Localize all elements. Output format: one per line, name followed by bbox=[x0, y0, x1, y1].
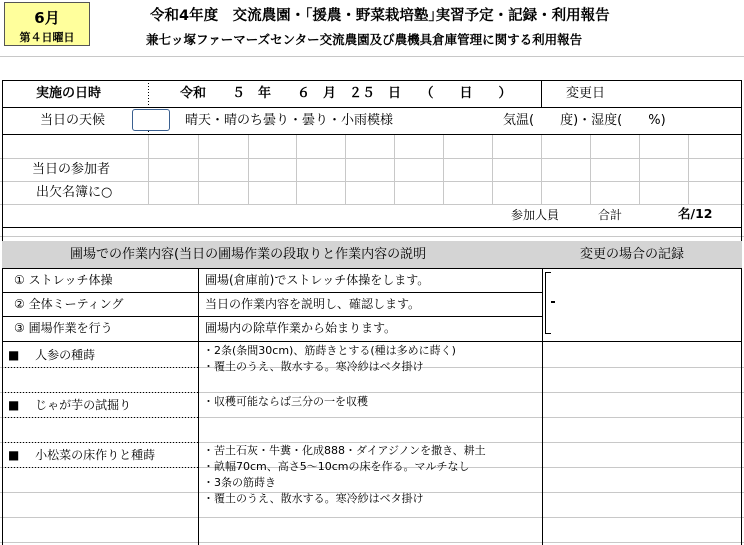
change-record-tick bbox=[551, 301, 555, 303]
change-date-label: 変更日 bbox=[566, 86, 606, 101]
total-label: 合計 bbox=[598, 208, 623, 222]
date-value: 令和 ５ 年 ６ 月 ２５ 日 （ 日 ） bbox=[180, 86, 512, 101]
task-line: ・収穫可能ならば三分の一を収穫 bbox=[203, 395, 368, 408]
total-value: 名/12 bbox=[678, 206, 713, 221]
change-record-bracket bbox=[545, 272, 551, 334]
document-title: 令和4年度 交流農園・｢援農・野菜栽培塾｣実習予定・記録・利用報告 bbox=[150, 8, 610, 24]
task-line: ・苦土石灰・牛糞・化成888・ダイアジノンを撒き、耕土 bbox=[203, 444, 486, 457]
task-line: ・3条の筋蒔き bbox=[203, 476, 276, 489]
weather-input[interactable] bbox=[132, 109, 170, 131]
task-line: ・畝幅70cm、高さ5～10cmの床を作る。マルチなし bbox=[203, 460, 470, 473]
task-line: ・2条(条間30cm)、筋蒔きとする(種は多めに蒔く) bbox=[203, 344, 456, 357]
step-description: 当日の作業内容を説明し、確認します。 bbox=[205, 297, 421, 311]
week-label: 第４日曜日 bbox=[19, 31, 75, 44]
task-label: ■ 小松菜の床作りと種蒔 bbox=[8, 448, 156, 462]
participant-count-label: 参加人員 bbox=[511, 208, 560, 222]
step-label: ① ストレッチ体操 bbox=[14, 273, 113, 287]
task-label: ■ じゃが芋の試掘り bbox=[8, 398, 132, 412]
task-line: ・覆土のうえ、散水する。寒冷紗はベタ掛け bbox=[203, 492, 424, 505]
date-label: 実施の日時 bbox=[36, 86, 102, 101]
step-description: 圃場内の除草作業から始まります。 bbox=[205, 321, 397, 335]
month-badge bbox=[4, 2, 90, 46]
document-subtitle: 兼七ッ塚ファーマーズセンター交流農園及び農機具倉庫管理に関する利用報告 bbox=[146, 32, 583, 47]
work-content-header: 圃場での作業内容(当日の圃場作業の段取りと作業内容の説明 bbox=[70, 247, 427, 262]
attendance-label: 出欠名簿に○ bbox=[36, 185, 113, 200]
step-label: ③ 圃場作業を行う bbox=[14, 321, 113, 335]
month-label: 6月 bbox=[34, 9, 60, 27]
step-label: ② 全体ミーティング bbox=[14, 297, 124, 311]
task-label: ■ 人参の種蒔 bbox=[8, 348, 96, 362]
step-description: 圃場(倉庫前)でストレッチ体操をします。 bbox=[205, 273, 430, 287]
temperature-humidity-label: 気温( 度)・湿度( %) bbox=[503, 113, 666, 128]
weather-options: 晴天・晴のち曇り・曇り・小雨模様 bbox=[185, 113, 394, 128]
weather-label: 当日の天候 bbox=[40, 113, 106, 128]
participants-label: 当日の参加者 bbox=[32, 162, 111, 177]
task-line: ・覆土のうえ、散水する。寒冷紗はベタ掛け bbox=[203, 360, 424, 373]
change-record-header: 変更の場合の記録 bbox=[580, 247, 685, 262]
